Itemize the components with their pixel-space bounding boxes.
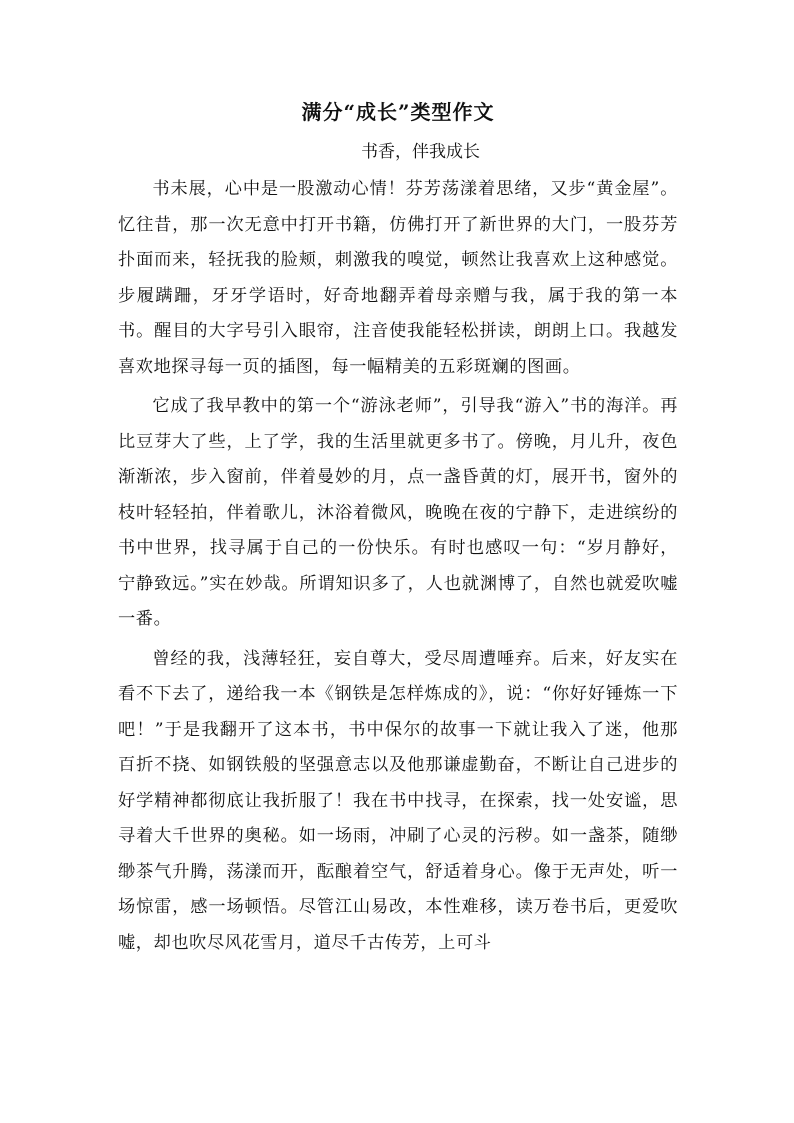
document-title: 满分“成长”类型作文	[301, 100, 495, 124]
paragraph-3: 曾经的我，浅薄轻狂，妄自尊大，受尽周遭唾弃。后来，好友实在看不下去了，递给我一本《钢铁是怎样炼成的》，说：“你好好锤炼一下吧！”于是我翻开了这本书，书中保尔的故事一下就让我入了迷，他那百折不挠、如钢铁般的坚强意志以及他那谦虚勤奋，不断让自己进步的好学精神都彻底让我折服了！我在书中找寻，在探索，找一处安谧，思寻着大千世界的奥秘。如一场雨，冲刷了心灵的污秽。如一盏茶，随缈缈茶气升腾，荡漾而开，酝酿着空气，舒适着身心。像于无声处，听一场惊雷，感一场顿悟。尽管江山易改，本性难移，读万卷书后，更爱吹嘘，却也吹尽风花雪月，道尽千古传芳，上可斗	[118, 648, 678, 953]
paragraph-2: 它成了我早教中的第一个“游泳老师”，引导我“游入”书的海洋。再比豆芽大了些，上了学，我的生活里就更多书了。傍晚，月儿升，夜色渐渐浓，步入窗前，伴着曼妙的月，点一盏昏黄的灯，展开书，窗外的枝叶轻轻拍，伴着歌儿，沐浴着微风，晚晚在夜的宁静下，走进缤纷的书中世界，找寻属于自己的一份快乐。有时也感叹一句：“岁月静好，宁静致远。”实在妙哉。所谓知识多了，人也就渊博了，自然也就爱吹嘘一番。	[118, 396, 678, 629]
essay-title: 书香，伴我成长	[361, 142, 480, 162]
document-page	[118, 98, 678, 965]
paragraph-1: 书未展，心中是一股激动心情！芬芳荡漾着思绪，又步“黄金屋”。忆往昔，那一次无意中打开书籍，仿佛打开了新世界的大门，一股芬芳扑面而来，轻抚我的脸颊，刺激我的嗅觉，顿然让我喜欢上这种感觉。步履蹒跚，牙牙学语时，好奇地翻弄着母亲赠与我，属于我的第一本书。醒目的大字号引入眼帘，注音使我能轻松拼读，朗朗上口。我越发喜欢地探寻每一页的插图，每一幅精美的五彩斑斓的图画。	[118, 179, 678, 377]
